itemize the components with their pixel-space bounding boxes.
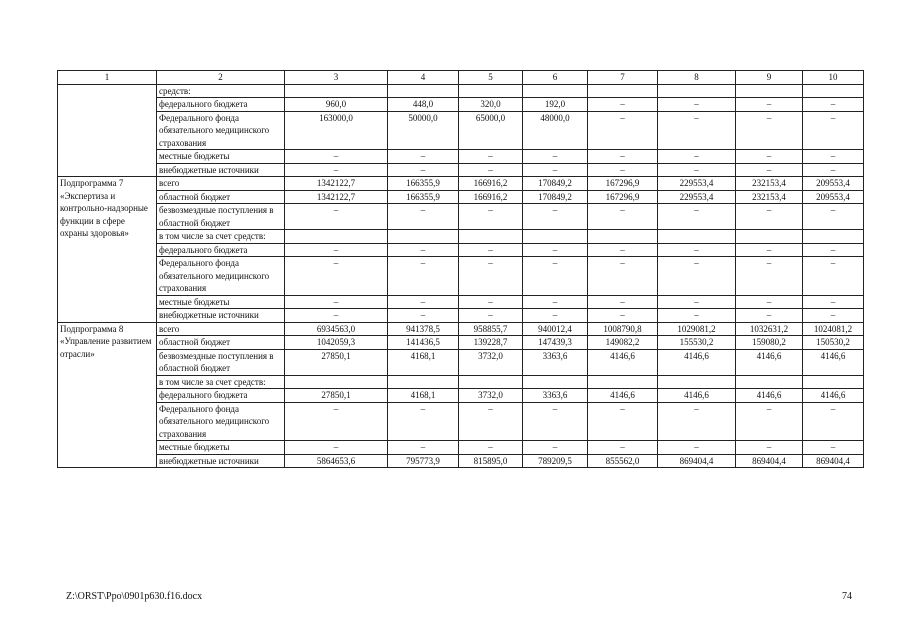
funding-source-cell: в том числе за счет средств: [157,230,285,244]
value-cell: – [523,150,588,164]
funding-source-cell: местные бюджеты [157,150,285,164]
value-cell: – [736,441,803,455]
table-row [58,230,864,244]
table-row [58,402,864,441]
funding-source-cell: Федерального фонда обязательного медицинского страхования [157,402,285,441]
value-cell: – [736,257,803,296]
value-cell: 3363,6 [523,349,588,375]
value-cell: – [588,150,658,164]
value-cell: 3732,0 [459,349,523,375]
funding-source-cell: внебюджетные источники [157,454,285,468]
value-cell: 232153,4 [736,190,803,204]
value-cell: 229553,4 [658,177,736,191]
value-cell: – [658,243,736,257]
value-cell: 869404,4 [658,454,736,468]
value-cell: 1029081,2 [658,322,736,336]
column-header: 9 [736,71,803,85]
value-cell [588,230,658,244]
value-cell: – [658,295,736,309]
value-cell: – [459,309,523,323]
value-cell: – [285,309,388,323]
value-cell: – [388,163,459,177]
value-cell: 855562,0 [588,454,658,468]
funding-source-cell: федерального бюджета [157,98,285,112]
value-cell: – [588,402,658,441]
column-header: 4 [388,71,459,85]
value-cell: – [736,163,803,177]
value-cell: – [459,402,523,441]
value-cell: 27850,1 [285,389,388,403]
value-cell: 4146,6 [803,349,864,375]
value-cell: – [388,204,459,230]
value-cell: – [588,98,658,112]
value-cell [736,230,803,244]
value-cell: 960,0 [285,98,388,112]
value-cell: 5864653,6 [285,454,388,468]
funding-source-cell: внебюджетные источники [157,309,285,323]
value-cell: – [388,243,459,257]
value-cell: – [803,204,864,230]
value-cell [658,84,736,98]
value-cell: – [736,111,803,150]
value-cell: – [658,309,736,323]
table-row [58,150,864,164]
value-cell: – [459,163,523,177]
value-cell: – [459,243,523,257]
value-cell: – [285,257,388,296]
value-cell: – [523,243,588,257]
value-cell: – [658,402,736,441]
value-cell: 4146,6 [658,389,736,403]
value-cell: 1042059,3 [285,336,388,350]
funding-source-cell: всего [157,322,285,336]
funding-source-cell: внебюджетные источники [157,163,285,177]
value-cell: – [658,441,736,455]
value-cell [459,230,523,244]
value-cell: 209553,4 [803,190,864,204]
value-cell [736,84,803,98]
value-cell: – [803,402,864,441]
value-cell: – [459,150,523,164]
value-cell: 1342122,7 [285,190,388,204]
value-cell: – [803,295,864,309]
value-cell: – [658,163,736,177]
value-cell [736,375,803,389]
table-row [58,349,864,375]
value-cell: – [658,111,736,150]
value-cell: – [285,402,388,441]
value-cell: – [803,98,864,112]
column-header: 2 [157,71,285,85]
value-cell: – [285,243,388,257]
value-cell [388,230,459,244]
table-row [58,336,864,350]
value-cell: 141436,5 [388,336,459,350]
value-cell: – [523,402,588,441]
value-cell: – [588,163,658,177]
value-cell: 4146,6 [803,389,864,403]
page-number: 74 [842,591,852,602]
value-cell: – [388,150,459,164]
value-cell: – [588,441,658,455]
value-cell: 4146,6 [736,349,803,375]
value-cell: 1032631,2 [736,322,803,336]
table-row [58,98,864,112]
value-cell: – [459,204,523,230]
value-cell: 4146,6 [588,389,658,403]
value-cell [523,375,588,389]
value-cell [388,84,459,98]
value-cell: 170849,2 [523,190,588,204]
funding-source-cell: областной бюджет [157,190,285,204]
table-row [58,375,864,389]
value-cell: 320,0 [459,98,523,112]
value-cell [803,230,864,244]
value-cell: 166355,9 [388,177,459,191]
value-cell: – [523,309,588,323]
footer-file-path: Z:\ORST\Ppo\0901p630.f16.docx [66,591,203,602]
funding-source-cell: Федерального фонда обязательного медицинского страхования [157,111,285,150]
value-cell: 229553,4 [658,190,736,204]
subprogram-cell: Подпрограмма 7 «Экспертиза и контрольно-надзорные функции в сфере охраны здоровья» [58,177,157,323]
column-header: 5 [459,71,523,85]
value-cell: 3732,0 [459,389,523,403]
value-cell: – [523,295,588,309]
value-cell: – [459,441,523,455]
column-header: 10 [803,71,864,85]
value-cell: – [658,150,736,164]
value-cell: – [736,150,803,164]
value-cell: 27850,1 [285,349,388,375]
value-cell: – [285,295,388,309]
value-cell: 4168,1 [388,349,459,375]
value-cell: – [658,257,736,296]
value-cell: – [285,441,388,455]
table-row [58,441,864,455]
value-cell: 192,0 [523,98,588,112]
value-cell: 4146,6 [588,349,658,375]
funding-source-cell: всего [157,177,285,191]
value-cell: 209553,4 [803,177,864,191]
value-cell: – [285,163,388,177]
value-cell: – [588,204,658,230]
value-cell: – [388,441,459,455]
value-cell: – [523,257,588,296]
subprogram-cell: Подпрограмма 8 «Управление развитием отрасли» [58,322,157,468]
value-cell: 795773,9 [388,454,459,468]
value-cell: – [736,98,803,112]
value-cell: 941378,5 [388,322,459,336]
table-row [58,163,864,177]
value-cell: 1024081,2 [803,322,864,336]
value-cell [803,375,864,389]
value-cell: – [803,150,864,164]
value-cell: – [388,295,459,309]
value-cell: – [588,257,658,296]
value-cell: – [285,204,388,230]
value-cell: – [736,309,803,323]
value-cell: – [523,441,588,455]
budget-table [57,70,864,468]
table-row [58,257,864,296]
value-cell: – [736,402,803,441]
column-header: 6 [523,71,588,85]
value-cell: – [388,402,459,441]
value-cell: – [803,163,864,177]
value-cell: 167296,9 [588,177,658,191]
table-row [58,177,864,191]
table-row [58,389,864,403]
value-cell: – [803,111,864,150]
funding-source-cell: средств: [157,84,285,98]
value-cell: 1342122,7 [285,177,388,191]
table-row [58,111,864,150]
column-header: 3 [285,71,388,85]
value-cell: 159080,2 [736,336,803,350]
value-cell: 4168,1 [388,389,459,403]
table-row [58,322,864,336]
value-cell: 166355,9 [388,190,459,204]
value-cell: 6934563,0 [285,322,388,336]
value-cell: 869404,4 [736,454,803,468]
funding-source-cell: федерального бюджета [157,389,285,403]
value-cell [523,230,588,244]
table-row [58,190,864,204]
funding-source-cell: федерального бюджета [157,243,285,257]
value-cell: – [736,243,803,257]
value-cell: – [803,243,864,257]
value-cell: 166916,2 [459,190,523,204]
value-cell [285,375,388,389]
table-row [58,243,864,257]
value-cell: – [388,309,459,323]
value-cell [523,84,588,98]
value-cell [803,84,864,98]
value-cell: – [658,98,736,112]
funding-source-cell: в том числе за счет средств: [157,375,285,389]
value-cell: 149082,2 [588,336,658,350]
column-header: 1 [58,71,157,85]
value-cell [588,84,658,98]
funding-source-cell: безвозмездные поступления в областной бюджет [157,349,285,375]
value-cell: – [803,441,864,455]
value-cell: 163000,0 [285,111,388,150]
value-cell: 1008790,8 [588,322,658,336]
value-cell: 4146,6 [658,349,736,375]
value-cell [285,84,388,98]
value-cell: – [285,150,388,164]
value-cell: – [588,295,658,309]
funding-source-cell: областной бюджет [157,336,285,350]
value-cell: – [736,295,803,309]
value-cell: 3363,6 [523,389,588,403]
value-cell: 958855,7 [459,322,523,336]
value-cell [459,375,523,389]
value-cell: – [588,309,658,323]
value-cell: 50000,0 [388,111,459,150]
table-row [58,204,864,230]
value-cell: – [388,257,459,296]
value-cell: – [459,295,523,309]
value-cell: 48000,0 [523,111,588,150]
value-cell: – [523,204,588,230]
value-cell: 155530,2 [658,336,736,350]
value-cell: – [803,257,864,296]
value-cell [658,230,736,244]
value-cell: 232153,4 [736,177,803,191]
value-cell: – [658,204,736,230]
value-cell [588,375,658,389]
value-cell: 150530,2 [803,336,864,350]
value-cell: – [588,243,658,257]
funding-source-cell: местные бюджеты [157,295,285,309]
column-header: 7 [588,71,658,85]
value-cell: 147439,3 [523,336,588,350]
value-cell: 170849,2 [523,177,588,191]
table-row [58,84,864,98]
value-cell [459,84,523,98]
value-cell: 815895,0 [459,454,523,468]
value-cell: 65000,0 [459,111,523,150]
value-cell: 166916,2 [459,177,523,191]
header-row [58,71,864,85]
value-cell [388,375,459,389]
value-cell: 448,0 [388,98,459,112]
table-row [58,454,864,468]
value-cell: 789209,5 [523,454,588,468]
value-cell: 940012,4 [523,322,588,336]
funding-source-cell: безвозмездные поступления в областной бюджет [157,204,285,230]
value-cell: – [736,204,803,230]
value-cell: 167296,9 [588,190,658,204]
value-cell: 869404,4 [803,454,864,468]
value-cell: – [588,111,658,150]
value-cell: 139228,7 [459,336,523,350]
column-header: 8 [658,71,736,85]
subprogram-cell [58,84,157,177]
value-cell [658,375,736,389]
table-row [58,309,864,323]
value-cell [285,230,388,244]
value-cell: – [459,257,523,296]
funding-source-cell: местные бюджеты [157,441,285,455]
value-cell: – [523,163,588,177]
table-row [58,295,864,309]
value-cell: 4146,6 [736,389,803,403]
funding-source-cell: Федерального фонда обязательного медицинского страхования [157,257,285,296]
value-cell: – [803,309,864,323]
